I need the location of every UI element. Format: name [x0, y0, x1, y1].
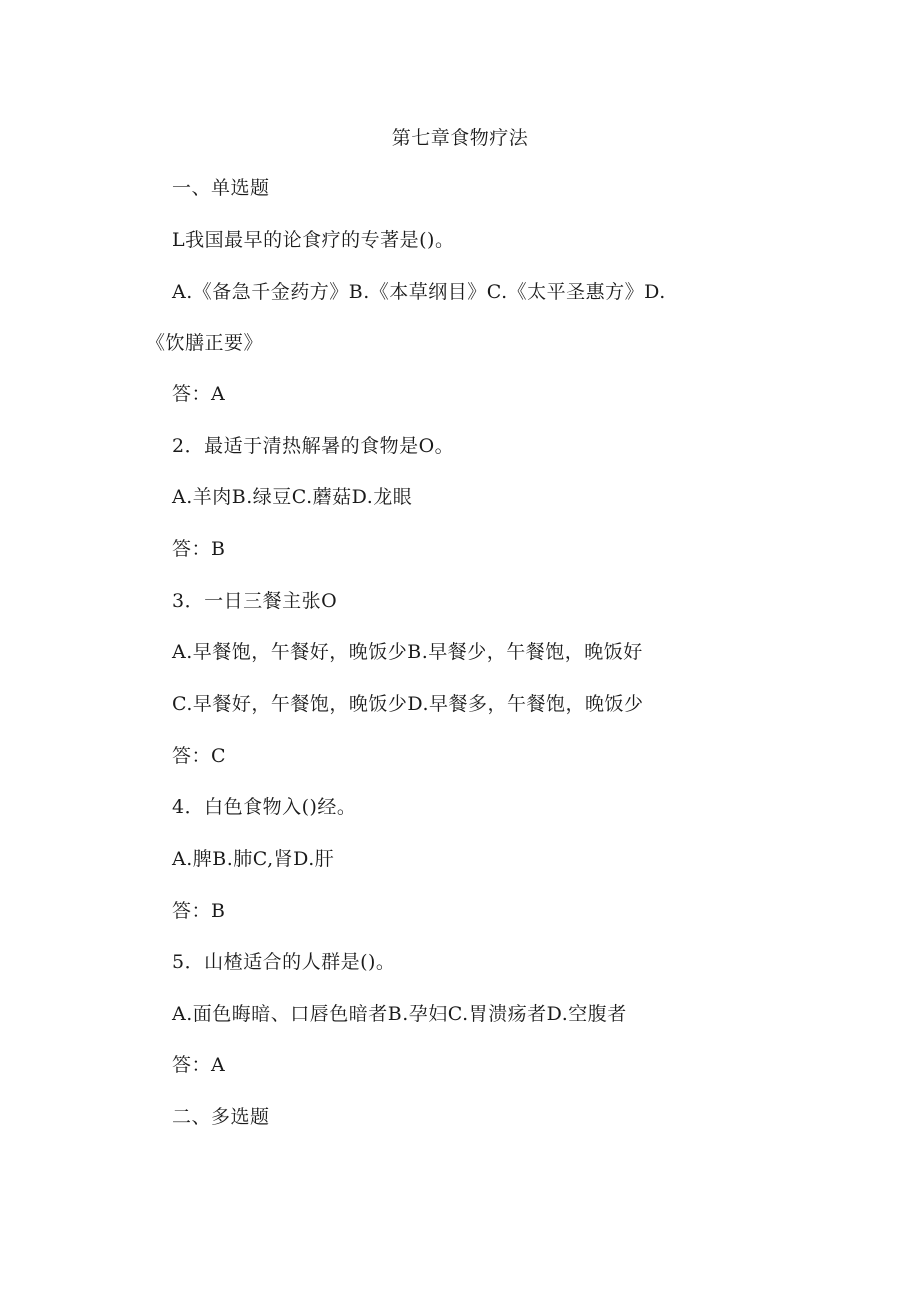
chapter-title: 第七章食物疗法: [391, 127, 529, 149]
question-5-options: A.面色晦暗、口唇色暗者B.孕妇C.胃溃疡者D.空腹者: [172, 1003, 627, 1025]
question-3-stem: 3．一日三餐主张O: [172, 590, 338, 612]
question-4-stem: 4．白色食物入()经。: [172, 796, 357, 818]
question-5-stem: 5．山楂适合的人群是()。: [172, 951, 396, 973]
question-4-answer: 答：B: [172, 900, 226, 922]
question-1-answer: 答：A: [172, 383, 226, 405]
section-heading-single-choice: 一、单选题: [172, 177, 270, 199]
question-2-options: A.羊肉B.绿豆C.蘑菇D.龙眼: [172, 486, 413, 508]
section-heading-multiple-choice: 二、多选题: [172, 1106, 270, 1128]
question-3-options-continued: C.早餐好，午餐饱，晚饭少D.早餐多，午餐饱，晚饭少: [172, 693, 644, 715]
question-4-options: A.脾B.肺C,肾D.肝: [172, 848, 335, 870]
question-5-answer: 答：A: [172, 1054, 226, 1076]
question-2-stem: 2．最适于清热解暑的食物是O。: [172, 435, 455, 457]
question-1-stem: L我国最早的论食疗的专著是()。: [172, 229, 455, 251]
question-3-answer: 答：C: [172, 745, 227, 767]
question-1-options-continued: 《饮膳正要》: [146, 332, 264, 354]
question-2-answer: 答：B: [172, 538, 226, 560]
question-1-options: A.《备急千金药方》B.《本草纲目》C.《太平圣惠方》D.: [172, 281, 666, 303]
question-3-options: A.早餐饱，午餐好，晚饭少B.早餐少，午餐饱，晚饭好: [172, 641, 643, 663]
